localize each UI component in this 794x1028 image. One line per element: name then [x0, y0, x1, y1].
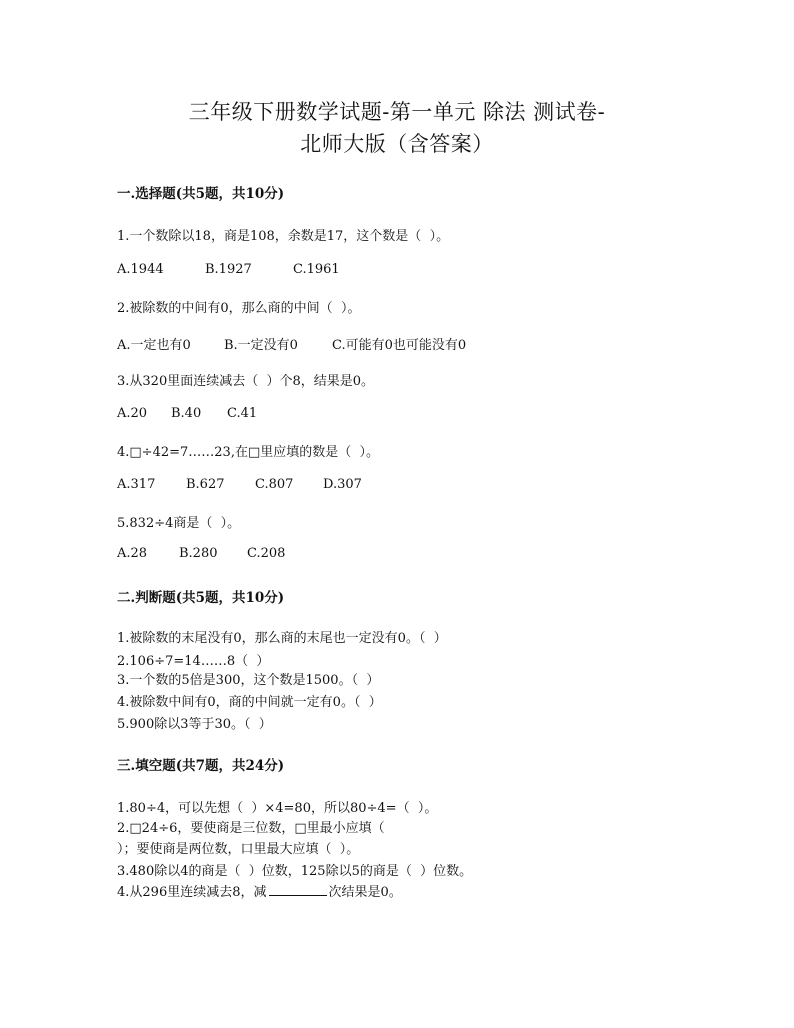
judgement-item: 1.被除数的末尾没有0，那么商的末尾也一定没有0。（ ）: [117, 631, 447, 646]
question-1: 1.一个数除以18，商是108，余数是17，这个数是（ ）。: [117, 229, 450, 244]
option-d: D.307: [323, 477, 362, 492]
option-b: B.280: [179, 546, 218, 561]
option-c: C.可能有0也可能没有0: [332, 338, 467, 353]
section-heading-choice: 一.选择题(共5题，共10分): [117, 186, 285, 202]
option-c: C.1961: [293, 262, 340, 277]
option-a: A.一定也有0: [117, 338, 191, 353]
fill-item-continued: ）；要使商是两位数，口里最大应填（ ）。: [117, 842, 360, 857]
fill-item: 3.480除以4的商是（ ）位数，125除以5的商是（ ）位数。: [117, 864, 473, 879]
option-c: C.41: [227, 406, 258, 421]
fill-item: 1.80÷4，可以先想（ ）×4=80，所以80÷4=（ ）。: [117, 801, 438, 816]
fill-item: 2.□24÷6，要使商是三位数，□里最小应填（: [117, 821, 385, 836]
judgement-item: 3.一个数的5倍是300，这个数是1500。（ ）: [117, 673, 380, 688]
fill-item-suffix: 次结果是0。: [328, 885, 402, 900]
title-line-1: 三年级下册数学试题-第一单元 除法 测试卷-: [188, 100, 606, 124]
fill-item-prefix: 4.从296里连续减去8，减: [117, 885, 267, 900]
option-a: A.317: [117, 477, 156, 492]
option-b: B.40: [171, 406, 202, 421]
option-a: A.1944: [117, 262, 164, 277]
option-b: B.一定没有0: [224, 338, 298, 353]
fill-item: [117, 881, 402, 900]
answer-blank[interactable]: [269, 883, 327, 896]
section-heading-fill-blank: 三.填空题(共7题，共24分): [117, 758, 285, 774]
option-b: B.627: [186, 477, 225, 492]
question-5: 5.832÷4商是（ ）。: [117, 516, 241, 531]
question-4: 4.□÷42=7……23,在□里应填的数是（ ）。: [117, 445, 380, 460]
option-a: A.20: [117, 406, 148, 421]
section-heading-judgement: 二.判断题(共5题，共10分): [117, 590, 285, 606]
option-c: C.208: [247, 546, 286, 561]
title-line-2: 北师大版（含答案）: [300, 132, 494, 156]
judgement-item: 2.106÷7=14……8（ ）: [117, 654, 270, 669]
option-c: C.807: [255, 477, 294, 492]
question-3: 3.从320里面连续减去（ ）个8，结果是0。: [117, 374, 375, 389]
option-a: A.28: [117, 546, 148, 561]
judgement-item: 4.被除数中间有0，商的中间就一定有0。（ ）: [117, 695, 382, 710]
question-2: 2.被除数的中间有0，那么商的中间（ ）。: [117, 301, 361, 316]
option-b: B.1927: [205, 262, 252, 277]
judgement-item: 5.900除以3等于30。（ ）: [117, 717, 272, 732]
